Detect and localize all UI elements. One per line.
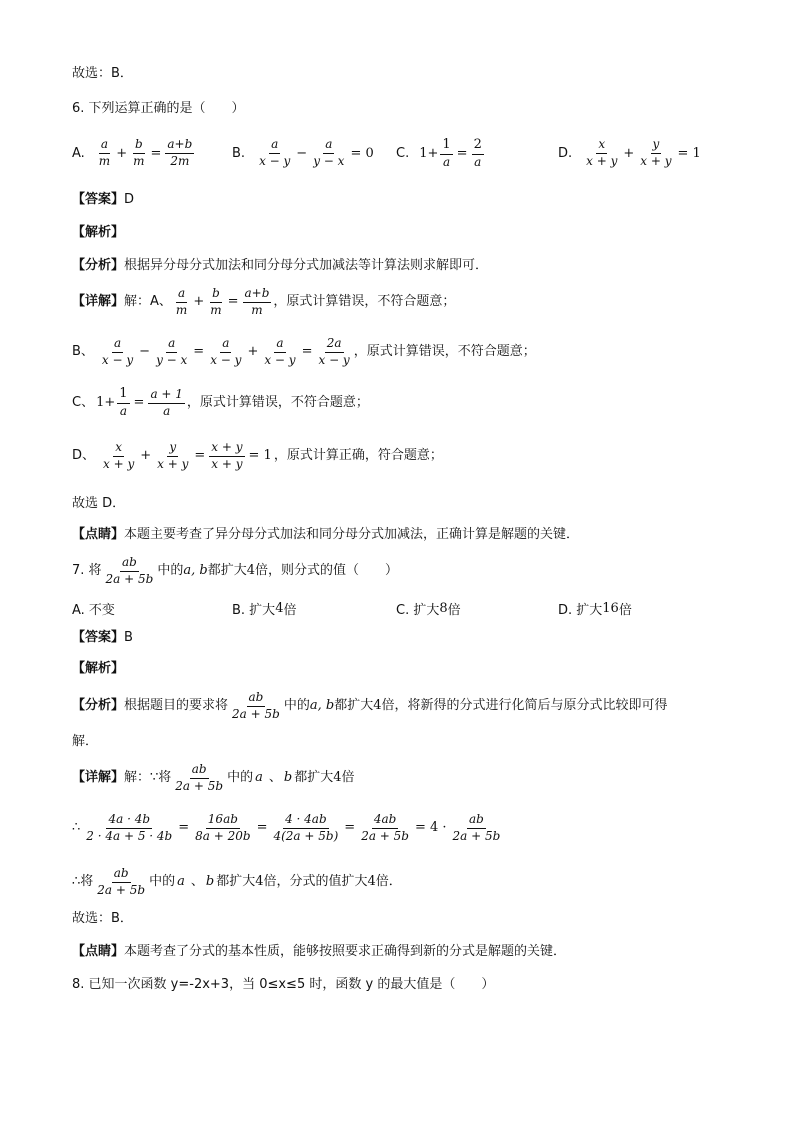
q7-stem	[72, 553, 734, 589]
fraction	[451, 813, 503, 844]
detail-text: ，原式计算正确，符合题意；	[273, 448, 443, 464]
fenxi-text: 倍，将新得的分式进行化简后与原分式比较即可得	[381, 698, 668, 714]
var-a: a	[177, 874, 185, 890]
answer-value: B	[124, 630, 133, 645]
denominator: a	[119, 404, 127, 419]
denominator: x + y	[103, 456, 135, 471]
xiangjie-tag: 【详解】	[72, 294, 125, 310]
operator: −	[139, 344, 151, 360]
numerator: 16ab	[206, 813, 240, 829]
operator: = 0	[350, 145, 374, 161]
denominator: a	[442, 154, 451, 169]
option-text: C. 扩大	[396, 603, 440, 618]
stem-text: 倍，则分式的值（ ）	[255, 563, 399, 579]
q8-stem-text: 8. 已知一次函数 y=-2x+3，当 0≤x≤5 时，函数 y 的最大值是（ ）	[72, 977, 495, 992]
numerator: y	[167, 441, 178, 457]
fenxi-text: 解．	[72, 734, 99, 749]
numerator: x	[596, 138, 607, 154]
fraction	[173, 763, 225, 794]
fraction	[174, 287, 189, 318]
numerator: a + 1	[148, 388, 184, 404]
fraction	[472, 138, 484, 170]
operator: =	[194, 448, 206, 464]
numerator: 2a	[325, 337, 344, 353]
fraction	[208, 287, 223, 318]
numerator: x + y	[209, 441, 244, 457]
denominator: a	[163, 403, 171, 418]
conclusion-number: 4	[367, 874, 376, 890]
numerator: a	[176, 287, 187, 303]
q5-conclusion	[72, 66, 734, 82]
denominator: a	[474, 154, 482, 169]
q7-fenxi-cont	[72, 734, 734, 750]
fraction	[148, 388, 184, 419]
denominator: x + y	[157, 456, 189, 471]
detail-prefix: 解：A、	[124, 294, 172, 310]
denominator: 4(2a + 5b)	[273, 828, 339, 843]
denominator: 8a + 20b	[195, 828, 251, 843]
q8-stem	[72, 977, 734, 993]
denominator: 2 · 4a + 5 · 4b	[86, 828, 173, 843]
numerator: a	[269, 138, 280, 154]
fraction	[193, 813, 252, 844]
detail-text: 解：∵将	[124, 770, 172, 786]
fraction	[230, 691, 282, 722]
numerator: y	[651, 138, 662, 154]
operator: =	[193, 344, 205, 360]
denominator: x − y	[210, 352, 242, 367]
denominator: x + y	[586, 153, 618, 168]
stem-text: 7. 将	[72, 563, 102, 579]
option-text: 倍	[447, 603, 461, 618]
var-b: b	[283, 770, 293, 786]
fraction	[97, 138, 112, 169]
stem-number: 4	[246, 563, 255, 579]
fraction	[101, 441, 136, 472]
denominator: x + y	[640, 153, 672, 168]
numerator: a	[274, 337, 285, 353]
denominator: y − x	[313, 153, 345, 168]
q6-jiexi	[72, 225, 734, 241]
fraction	[271, 813, 340, 844]
fraction	[440, 138, 452, 170]
operator: =	[256, 820, 268, 836]
q6-detail-a	[72, 284, 734, 320]
separator: 、	[190, 874, 204, 890]
analysis-heading: 【解析】	[72, 661, 125, 676]
fenxi-tag: 【分析】	[72, 698, 125, 714]
denominator: x − y	[259, 153, 291, 168]
fraction	[100, 337, 135, 368]
detail-text: 都扩大	[294, 770, 334, 786]
q6-stem	[72, 101, 734, 117]
numerator: 2	[472, 138, 484, 155]
option-label: B.	[232, 145, 246, 161]
numerator: 1	[117, 387, 129, 404]
separator: 、	[268, 770, 282, 786]
operator: +	[116, 145, 128, 161]
detail-text: 倍	[341, 770, 355, 786]
operator: −	[296, 145, 308, 161]
operator: = 1	[248, 448, 272, 464]
q6-detail-b	[72, 334, 734, 370]
answer-tag: 【答案】	[72, 192, 125, 207]
option-label: D.	[558, 145, 573, 161]
conclusion-text: 故选 D．	[72, 496, 126, 511]
denominator: 2a + 5b	[232, 706, 280, 721]
q7-guxuan	[72, 911, 734, 927]
option-text: A. 不变	[72, 603, 115, 618]
detail-text: ，原式计算错误，不符合题意；	[353, 344, 536, 360]
q6-fenxi	[72, 258, 734, 274]
numerator: ab	[467, 813, 486, 829]
fenxi-vars: a, b	[309, 698, 335, 714]
therefore-symbol: ∴	[72, 820, 81, 836]
q7-dianjing	[72, 944, 734, 960]
q7-calculation	[72, 808, 734, 848]
denominator: m	[133, 153, 145, 168]
q6-option-b	[232, 138, 376, 169]
q7-option-c	[396, 599, 461, 618]
q6-detail-d	[72, 438, 734, 474]
operator: +	[193, 294, 205, 310]
detail-number: 4	[333, 770, 342, 786]
fraction	[257, 138, 292, 169]
q6-option-a	[72, 138, 196, 169]
numerator: ab	[112, 867, 131, 883]
fraction	[208, 337, 243, 368]
term: 1+	[96, 395, 116, 411]
fraction	[154, 337, 189, 368]
operator: =	[227, 294, 239, 310]
conclusion-text: ∴将	[72, 874, 94, 890]
fraction	[165, 138, 194, 169]
numerator: 4a · 4b	[106, 813, 152, 829]
fraction	[155, 441, 190, 472]
denominator: x − y	[264, 352, 296, 367]
fraction	[95, 867, 147, 898]
denominator: y − x	[156, 352, 188, 367]
term: 1+	[419, 146, 439, 162]
detail-text: 中的	[227, 770, 254, 786]
option-text: 倍	[618, 603, 632, 618]
stem-vars: a, b	[183, 563, 208, 579]
numerator: 1	[440, 138, 452, 155]
analysis-heading: 【解析】	[72, 225, 125, 240]
q6-stem-text: 6. 下列运算正确的是（ ）	[72, 101, 245, 116]
detail-text: ，原式计算错误，不符合题意；	[186, 395, 369, 411]
denominator: 2a + 5b	[175, 778, 224, 793]
var-b: b	[205, 874, 215, 890]
answer-value: D	[124, 192, 135, 207]
q6-detail-c	[72, 385, 734, 421]
fraction	[131, 138, 146, 169]
conclusion-text: 都扩大	[216, 874, 256, 890]
fraction	[84, 813, 174, 844]
dianjing-text: 本题考查了分式的基本性质，能够按照要求正确得到新的分式是解题的关键．	[124, 944, 567, 959]
numerator: 4 · 4ab	[283, 813, 329, 829]
fraction	[243, 287, 272, 318]
q5-conclusion-text: 故选：B．	[72, 66, 133, 81]
numerator: a	[166, 337, 177, 353]
option-text: 倍	[283, 603, 297, 618]
detail-prefix: B、	[72, 344, 94, 360]
operator: =	[150, 145, 162, 161]
stem-text: 中的	[157, 563, 184, 579]
q7-answer	[72, 630, 734, 646]
conclusion-text: 倍．	[375, 874, 402, 890]
numerator: ab	[247, 691, 266, 707]
numerator: b	[133, 138, 145, 154]
conclusion-text: 倍，分式的值扩大	[263, 874, 368, 890]
denominator: m	[210, 302, 222, 317]
fenxi-tag: 【分析】	[72, 258, 125, 273]
stem-text: 都扩大	[207, 563, 247, 579]
denominator: x − y	[101, 352, 134, 367]
operator: =	[133, 395, 145, 411]
operator: =	[344, 820, 356, 836]
fraction	[311, 138, 346, 169]
numerator: a	[323, 138, 334, 154]
fenxi-text: 都扩大	[334, 698, 374, 714]
fraction	[316, 337, 351, 368]
option-label: C.	[396, 146, 410, 162]
answer-tag: 【答案】	[72, 630, 125, 645]
detail-prefix: D、	[72, 448, 96, 464]
denominator: 2a + 5b	[361, 828, 409, 843]
dianjing-tag: 【点睛】	[72, 944, 125, 959]
q6-option-c	[396, 138, 486, 170]
option-number: 8	[439, 601, 448, 616]
operator: = 1	[677, 145, 701, 161]
numerator: ab	[120, 556, 139, 572]
q7-fenxi	[72, 688, 734, 724]
numerator: a	[112, 337, 123, 353]
operator: +	[247, 344, 259, 360]
q7-xiangjie	[72, 760, 734, 796]
q6-answer	[72, 192, 734, 208]
denominator: m	[251, 302, 263, 317]
operator: +	[140, 448, 152, 464]
operator: = 4 ·	[414, 820, 447, 836]
dianjing-tag: 【点睛】	[72, 527, 125, 542]
q7-option-d	[558, 599, 632, 618]
q7-conclusion-line	[72, 864, 734, 900]
fenxi-number: 4	[373, 698, 382, 714]
option-number: 4	[275, 601, 284, 616]
dianjing-text: 本题主要考查了异分母分式加法和同分母分式加减法，正确计算是解题的关键．	[124, 527, 580, 542]
fraction	[104, 556, 156, 587]
denominator: 2a + 5b	[452, 828, 501, 843]
fenxi-text: 根据题目的要求将	[124, 698, 229, 714]
conclusion-text: 中的	[149, 874, 176, 890]
numerator: 4ab	[372, 813, 398, 829]
q7-option-b	[232, 599, 296, 618]
q6-dianjing	[72, 527, 734, 543]
numerator: b	[210, 287, 222, 303]
fraction	[209, 441, 244, 472]
detail-prefix: C、	[72, 395, 95, 411]
detail-text: ，原式计算错误，不符合题意；	[273, 294, 456, 310]
fenxi-text: 根据异分母分式加法和同分母分式加减法等计算法则求解即可．	[124, 258, 489, 273]
conclusion-number: 4	[255, 874, 264, 890]
denominator: x + y	[211, 456, 243, 471]
option-label: A.	[72, 145, 85, 161]
fraction	[638, 138, 673, 169]
fraction	[117, 387, 129, 419]
numerator: x	[113, 441, 124, 457]
denominator: 2m	[170, 153, 190, 168]
fraction	[584, 138, 619, 169]
numerator: a+b	[243, 287, 272, 303]
fraction	[262, 337, 297, 368]
q6-option-d	[558, 138, 703, 169]
operator: =	[178, 820, 190, 836]
denominator: m	[98, 153, 111, 168]
option-text: D. 扩大	[558, 603, 603, 618]
q6-conclusion	[72, 496, 734, 512]
fenxi-text: 中的	[283, 698, 310, 714]
numerator: a	[220, 337, 231, 353]
denominator: 2a + 5b	[97, 882, 146, 897]
numerator: a+b	[165, 138, 194, 154]
denominator: 2a + 5b	[105, 571, 154, 586]
operator: +	[623, 145, 635, 161]
q7-jiexi	[72, 661, 734, 677]
operator: =	[301, 344, 313, 360]
denominator: m	[175, 302, 188, 317]
fraction	[359, 813, 411, 844]
denominator: x − y	[318, 352, 350, 367]
numerator: a	[99, 138, 110, 154]
option-text: B. 扩大	[232, 603, 276, 618]
q7-option-a	[72, 599, 115, 618]
numerator: ab	[190, 763, 209, 779]
conclusion-text: 故选：B．	[72, 911, 133, 926]
var-a: a	[255, 770, 263, 786]
option-number: 16	[602, 601, 619, 616]
xiangjie-tag: 【详解】	[72, 770, 125, 786]
operator: =	[456, 146, 468, 162]
